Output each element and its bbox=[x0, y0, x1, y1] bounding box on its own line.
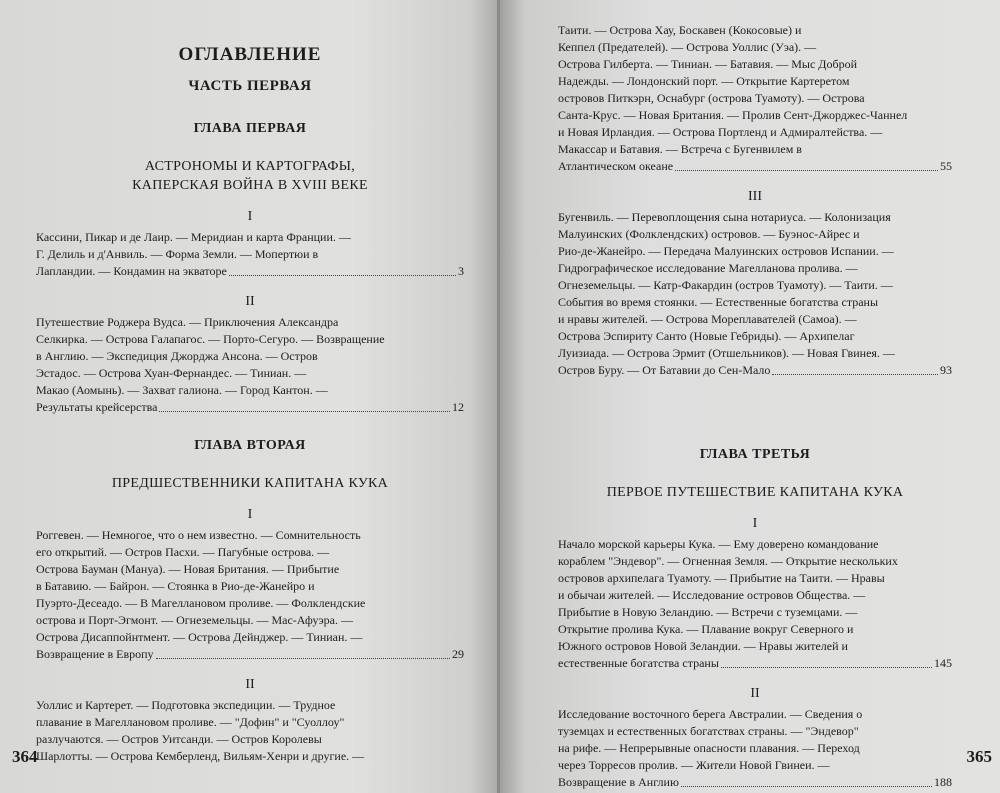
toc-entry bbox=[558, 536, 952, 672]
entry-line: в Батавию. — Байрон. — Стоянка в Рио-де-Жанейро и bbox=[36, 579, 315, 593]
dot-leader bbox=[681, 785, 932, 787]
entry-line: Макао (Аомынь). — Захват галиона. — Город Кантон. — bbox=[36, 383, 328, 397]
entry-line: Рио-де-Жанейро. — Передача Малуинских островов Испании. — bbox=[558, 244, 894, 258]
entry-line: острова и Порт-Эгмонт. — Огнеземельцы. — Мас-Афуэра. — bbox=[36, 613, 353, 627]
entry-line: Луизиада. — Острова Эрмит (Отшельников). — Новая Гвинея. — bbox=[558, 346, 895, 360]
entry-line: и нравы жителей. — Острова Мореплавателей (Самоа). — bbox=[558, 312, 857, 326]
entry-line: и обычаи жителей. — Исследование островов Общества. — bbox=[558, 588, 866, 602]
entry-line: островов архипелага Туамоту. — Прибытие на Таити. — Нравы bbox=[558, 571, 885, 585]
entry-line: его открытий. — Остров Пасхи. — Пагубные острова. — bbox=[36, 545, 330, 559]
section-number: III bbox=[748, 189, 762, 204]
section-number: II bbox=[245, 677, 255, 692]
entry-line: Санта-Крус. — Новая Британия. — Пролив Сент-Джорджес-Чаннел bbox=[558, 108, 908, 122]
page-ref: 55 bbox=[940, 159, 952, 173]
entry-line: Эстадос. — Острова Хуан-Фернандес. — Тиниан. — bbox=[36, 366, 307, 380]
dot-leader bbox=[156, 657, 450, 659]
entry-line: Прибытие в Новую Зеландию. — Встречи с туземцами. — bbox=[558, 605, 858, 619]
entry-line: через Торресов пролив. — Жители Новой Гвинеи. — bbox=[558, 758, 830, 772]
entry-line: Возвращение в Европу bbox=[36, 647, 154, 661]
page-ref: 145 bbox=[934, 656, 952, 670]
section-number: I bbox=[752, 516, 758, 531]
chapter-1-title: ГЛАВА ПЕРВАЯ bbox=[193, 121, 307, 136]
toc-entry bbox=[36, 697, 464, 765]
entry-line: Огнеземельцы. — Катр-Факардин (остров Туамоту). — Таити. — bbox=[558, 278, 893, 292]
chapter-3-title: ГЛАВА ТРЕТЬЯ bbox=[699, 447, 811, 462]
section-number: I bbox=[247, 209, 253, 224]
section-number: I bbox=[247, 507, 253, 522]
entry-line: Уоллис и Картерет. — Подготовка экспедиции. — Трудное bbox=[36, 698, 336, 712]
toc-entry bbox=[36, 314, 464, 416]
entry-line: островов Питкэрн, Оснабург (острова Туамоту). — Острова bbox=[558, 91, 865, 105]
entry-last-line bbox=[558, 655, 952, 672]
entry-line: Надежды. — Лондонский порт. — Открытие Картеретом bbox=[558, 74, 850, 88]
entry-line: Исследование восточного берега Австралии. — Сведения о bbox=[558, 707, 863, 721]
entry-line: Возвращение в Англию bbox=[558, 775, 679, 789]
entry-line: естественные богатства страны bbox=[558, 656, 719, 670]
entry-line: в Англию. — Экспедиция Джорджа Ансона. — Остров bbox=[36, 349, 318, 363]
entry-line: и Новая Ирландия. — Острова Портленд и Адмиралтейства. — bbox=[558, 125, 883, 139]
entry-line: разлучаются. — Остров Уитсанди. — Остров Королевы bbox=[36, 732, 322, 746]
entry-line: Открытие пролива Кука. — Плавание вокруг Северного и bbox=[558, 622, 854, 636]
entry-line: Начало морской карьеры Кука. — Ему доверено командование bbox=[558, 537, 879, 551]
right-page bbox=[500, 0, 1000, 793]
entry-last-line bbox=[36, 399, 464, 416]
page-ref: 12 bbox=[452, 400, 464, 414]
page-number: 365 bbox=[966, 747, 992, 766]
entry-line: Кассини, Пикар и де Лаир. — Меридиан и карта Франции. — bbox=[36, 230, 351, 244]
entry-line: Роггевен. — Немногое, что о нем известно. — Сомнительность bbox=[36, 528, 361, 542]
entry-line: Пуэрто-Десеадо. — В Магеллановом проливе. — Фолклендские bbox=[36, 596, 366, 610]
entry-line: Лапландии. — Кондамин на экваторе bbox=[36, 264, 227, 278]
page-ref: 188 bbox=[934, 775, 952, 789]
toc-entry bbox=[558, 706, 952, 791]
chapter-3-subtitle: ПЕРВОЕ ПУТЕШЕСТВИЕ КАПИТАНА КУКА bbox=[606, 485, 904, 500]
page-ref: 29 bbox=[452, 647, 464, 661]
entry-line: Бугенвиль. — Перевоплощения сына нотариуса. — Колонизация bbox=[558, 210, 891, 224]
page-ref: 93 bbox=[940, 363, 952, 377]
dot-leader bbox=[159, 410, 450, 412]
page-ref: 3 bbox=[458, 264, 464, 278]
entry-line: плавание в Магеллановом проливе. — "Дофин" и "Суоллоу" bbox=[36, 715, 345, 729]
section-number: II bbox=[750, 686, 760, 701]
entry-line: Г. Делиль и д'Анвиль. — Форма Земли. — Мопертюи в bbox=[36, 247, 319, 261]
entry-line: Южного островов Новой Зеландии. — Нравы жителей и bbox=[558, 639, 848, 653]
toc-title: ОГЛАВЛЕНИЕ bbox=[178, 44, 322, 65]
entry-last-line bbox=[36, 646, 464, 663]
toc-entry bbox=[558, 22, 952, 175]
part-title: ЧАСТЬ ПЕРВАЯ bbox=[188, 78, 312, 94]
chapter-2-title: ГЛАВА ВТОРАЯ bbox=[194, 438, 306, 453]
toc-entry bbox=[558, 209, 952, 379]
entry-line: Малуинских (Фолклендских) островов. — Буэнос-Айрес и bbox=[558, 227, 860, 241]
toc-entry bbox=[36, 527, 464, 663]
entry-line: События во время стоянки. — Естественные богатства страны bbox=[558, 295, 879, 309]
entry-line: Острова Дисаппойнтмент. — Острова Дейнджер. — Тиниан. — bbox=[36, 630, 363, 644]
page-number: 364 bbox=[12, 747, 38, 766]
entry-line: Острова Эспириту Санто (Новые Гебриды). — Архипелаг bbox=[558, 329, 855, 343]
toc-entry bbox=[36, 229, 464, 280]
section-number: II bbox=[245, 294, 255, 309]
dot-leader bbox=[229, 274, 456, 276]
entry-line: Острова Бауман (Мануа). — Новая Британия. — Прибытие bbox=[36, 562, 340, 576]
entry-last-line bbox=[558, 158, 952, 175]
entry-line: Селкирка. — Острова Галапагос. — Порто-Сегуро. — Возвращение bbox=[36, 332, 385, 346]
entry-line: Шарлотты. — Острова Кемберленд, Вильям-Хенри и другие. — bbox=[36, 749, 365, 763]
entry-line: Гидрографическое исследование Магелланова пролива. — bbox=[558, 261, 858, 275]
chapter-1-subtitle-line: АСТРОНОМЫ И КАРТОГРАФЫ, bbox=[144, 159, 356, 174]
dot-leader bbox=[772, 373, 938, 375]
chapter-1-subtitle-line: КАПЕРСКАЯ ВОЙНА В XVIII ВЕКЕ bbox=[132, 178, 368, 193]
entry-line: туземцах и естественных богатствах страны. — "Эндевор" bbox=[558, 724, 859, 738]
entry-line: Остров Буру. — От Батавии до Сен-Мало bbox=[558, 363, 771, 377]
dot-leader bbox=[675, 169, 938, 171]
entry-line: на рифе. — Непрерывные опасности плавания. — Переход bbox=[558, 741, 860, 755]
entry-last-line bbox=[558, 362, 952, 379]
entry-last-line bbox=[36, 263, 464, 280]
dot-leader bbox=[721, 666, 932, 668]
chapter-2-subtitle: ПРЕДШЕСТВЕННИКИ КАПИТАНА КУКА bbox=[111, 476, 389, 491]
entry-line: Макассар и Батавия. — Встреча с Бугенвилем в bbox=[558, 142, 802, 156]
chapter-1-subtitle bbox=[36, 157, 464, 195]
entry-line: Таити. — Острова Хау, Боскавен (Кокосовые) и bbox=[558, 23, 802, 37]
entry-last-line bbox=[558, 774, 952, 791]
entry-line: кораблем "Эндевор". — Огненная Земля. — Открытие нескольких bbox=[558, 554, 898, 568]
entry-line: Кеппел (Предателей). — Острова Уоллис (Уэа). — bbox=[558, 40, 817, 54]
entry-line: Путешествие Роджера Вудса. — Приключения Александра bbox=[36, 315, 339, 329]
entry-line: Результаты крейсерства bbox=[36, 400, 158, 414]
entry-line: Атлантическом океане bbox=[558, 159, 674, 173]
entry-line: Острова Гилберта. — Тиниан. — Батавия. — Мыс Доброй bbox=[558, 57, 857, 71]
